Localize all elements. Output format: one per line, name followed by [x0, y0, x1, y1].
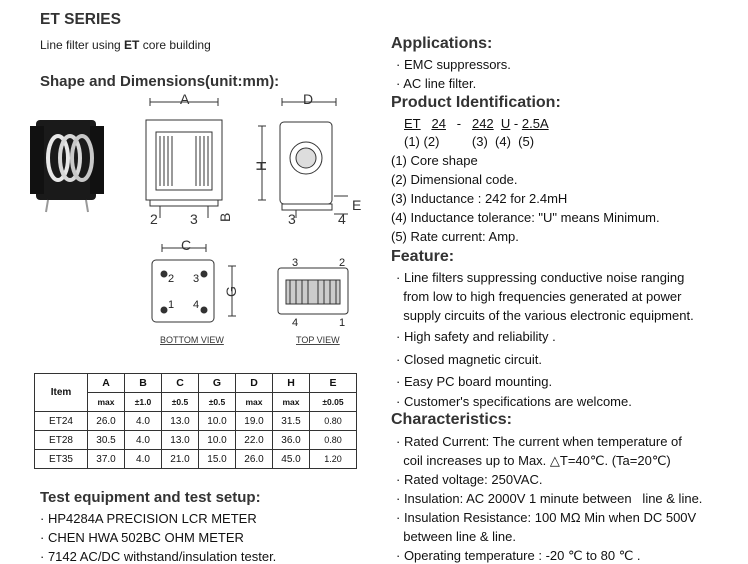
table-subheader: ±1.0	[125, 393, 162, 412]
characteristics-line: · Insulation Resistance: 100 MΩ Min when DC 500V	[396, 510, 697, 525]
characteristics-line: · Operating temperature : -20 ℃ to 80 ℃ .	[396, 548, 641, 563]
table-cell: 30.5	[88, 431, 125, 450]
table-cell: ET35	[35, 450, 88, 469]
table-subheader: ±0.05	[310, 393, 357, 412]
feature-line: · Line filters suppressing conductive noise ranging	[396, 270, 685, 285]
label-G: G	[223, 286, 239, 297]
table-cell: ET28	[35, 431, 88, 450]
subtitle-post: core building	[139, 38, 211, 52]
feature-line: · Customer's specifications are welcome.	[396, 394, 632, 409]
label-C: C	[181, 237, 192, 253]
table-col-header: D	[236, 374, 273, 393]
bottom-pin-3: 3	[193, 273, 200, 285]
code-index: (2)	[423, 134, 440, 149]
table-cell: 36.0	[273, 431, 310, 450]
table-col-header: G	[199, 374, 236, 393]
code-dash: -	[456, 116, 462, 131]
product-photo	[30, 120, 104, 212]
application-item: · AC line filter.	[396, 76, 477, 91]
top-pin-4: 4	[292, 317, 299, 329]
feature-heading: Feature:	[391, 248, 455, 265]
table-cell: ET24	[35, 412, 88, 431]
product-id-item: (4) Inductance tolerance: "U" means Minimum.	[391, 210, 660, 225]
dimension-drawings	[0, 90, 390, 350]
top-view-drawing	[278, 268, 348, 314]
table-cell: 13.0	[162, 412, 199, 431]
test-heading: Test equipment and test setup:	[40, 489, 261, 506]
top-pin-3: 3	[292, 257, 299, 269]
label-H: H	[253, 160, 269, 171]
test-item: · 7142 AC/DC withstand/insulation tester.	[40, 549, 277, 564]
product-code	[404, 116, 549, 131]
feature-line: · Closed magnetic circuit.	[396, 352, 542, 367]
top-pin-1: 1	[339, 317, 346, 329]
product-code-index	[404, 134, 574, 149]
applications-heading: Applications:	[391, 35, 493, 52]
code-dash: -	[513, 116, 519, 131]
side-view-drawing	[280, 98, 348, 218]
bottom-pin-1: 1	[168, 299, 175, 311]
code-index: (3)	[471, 134, 488, 149]
table-subheader: ±0.5	[162, 393, 199, 412]
table-subheader: ±0.5	[199, 393, 236, 412]
table-cell: 0.80	[310, 412, 357, 431]
feature-line: supply circuits of the various electronic equipment.	[396, 308, 694, 323]
table-cell: 15.0	[199, 450, 236, 469]
table-row	[35, 412, 357, 431]
side-pin-4: 4	[338, 211, 346, 227]
code-inductance: 242	[471, 116, 494, 131]
code-index: (1)	[404, 134, 420, 149]
characteristics-line: · Rated Current: The current when temperature of	[396, 434, 682, 449]
label-E: E	[352, 197, 362, 213]
front-pin-3: 3	[190, 211, 198, 227]
feature-line: · Easy PC board mounting.	[396, 374, 553, 389]
table-cell: 1.20	[310, 450, 357, 469]
table-cell: 26.0	[236, 450, 273, 469]
test-item: · HP4284A PRECISION LCR METER	[40, 511, 257, 526]
table-cell: 13.0	[162, 431, 199, 450]
table-cell: 45.0	[273, 450, 310, 469]
bottom-view-label: BOTTOM VIEW	[160, 335, 224, 345]
subtitle-pre: Line filter using	[40, 38, 125, 52]
table-subheader: max	[236, 393, 273, 412]
table-cell: 4.0	[125, 431, 162, 450]
side-pin-3: 3	[288, 211, 296, 227]
shape-heading: Shape and Dimensions(unit:mm):	[40, 73, 280, 90]
code-tolerance: U	[500, 116, 511, 131]
feature-line: from low to high frequencies generated at power	[396, 289, 682, 304]
label-D: D	[303, 91, 314, 107]
product-id-heading: Product Identification:	[391, 94, 561, 111]
front-pin-2: 2	[150, 211, 158, 227]
product-id-item: (5) Rate current: Amp.	[391, 229, 519, 244]
bottom-pin-4: 4	[193, 299, 200, 311]
application-item: · EMC suppressors.	[396, 57, 511, 72]
table-subheader: max	[88, 393, 125, 412]
table-cell: 4.0	[125, 450, 162, 469]
product-id-item: (1) Core shape	[391, 153, 478, 168]
product-id-item: (2) Dimensional code.	[391, 172, 518, 187]
table-col-header: E	[310, 374, 357, 393]
code-index: (4)	[495, 134, 511, 149]
code-core: ET	[404, 116, 421, 131]
characteristics-line: · Insulation: AC 2000V 1 minute between line & line.	[396, 491, 703, 506]
subtitle-bold: ET	[124, 38, 140, 52]
table-col-header: C	[162, 374, 199, 393]
table-cell: 19.0	[236, 412, 273, 431]
bottom-pin-2: 2	[168, 273, 175, 285]
table-row	[35, 431, 357, 450]
table-cell: 10.0	[199, 412, 236, 431]
table-col-header: H	[273, 374, 310, 393]
table-header-row	[35, 374, 357, 393]
code-index: (5)	[518, 134, 535, 149]
feature-line: · High safety and reliability .	[396, 329, 556, 344]
label-A: A	[180, 91, 190, 107]
characteristics-line: · Rated voltage: 250VAC.	[396, 472, 543, 487]
test-item: · CHEN HWA 502BC OHM METER	[40, 530, 244, 545]
characteristics-heading: Characteristics:	[391, 411, 512, 428]
table-cell: 26.0	[88, 412, 125, 431]
table-cell: 0.80	[310, 431, 357, 450]
table-cell: 4.0	[125, 412, 162, 431]
table-cell: 31.5	[273, 412, 310, 431]
code-dim: 24	[431, 116, 446, 131]
code-current: 2.5A	[521, 116, 549, 131]
table-subheader: max	[273, 393, 310, 412]
front-view-drawing	[146, 98, 222, 218]
table-col-header: B	[125, 374, 162, 393]
top-pin-2: 2	[339, 257, 346, 269]
table-cell: 10.0	[199, 431, 236, 450]
label-B: B	[217, 212, 233, 222]
product-id-item: (3) Inductance : 242 for 2.4mH	[391, 191, 568, 206]
series-subtitle	[40, 38, 211, 52]
characteristics-line: between line & line.	[396, 529, 516, 544]
characteristics-line: coil increases up to Max. △T=40℃. (Ta=20℃)	[396, 453, 671, 468]
table-col-header: A	[88, 374, 125, 393]
table-row	[35, 450, 357, 469]
table-cell: 37.0	[88, 450, 125, 469]
series-title: ET SERIES	[40, 11, 121, 28]
table-cell: 21.0	[162, 450, 199, 469]
dimension-table	[34, 373, 357, 469]
top-view-label: TOP VIEW	[296, 335, 340, 345]
table-item-header: Item	[35, 374, 88, 412]
table-cell: 22.0	[236, 431, 273, 450]
